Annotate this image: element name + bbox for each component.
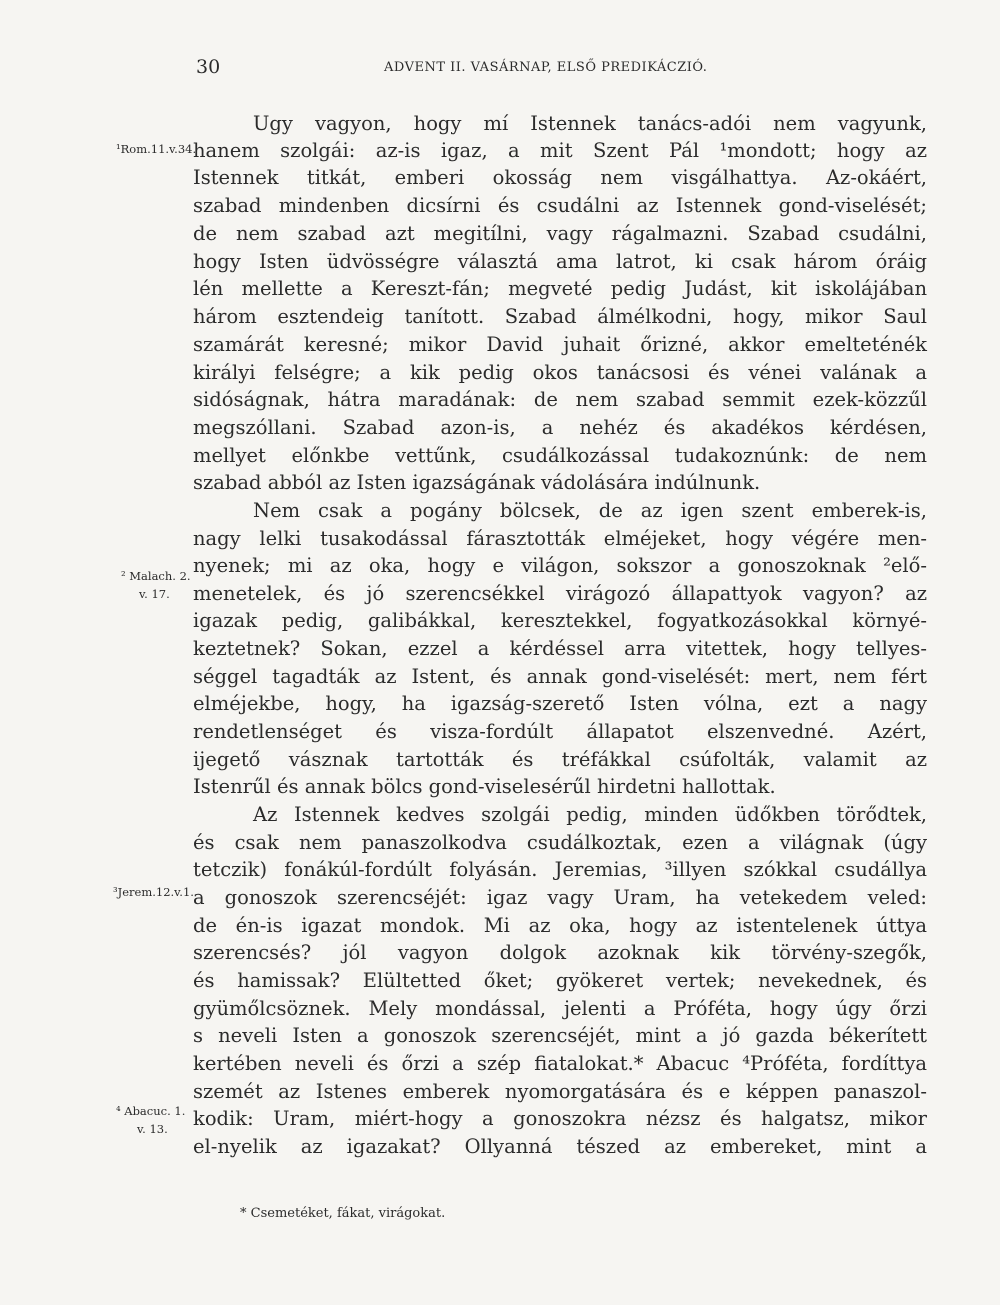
text-line: szabad mindenben dicsírni és csudálni az Istennek gond-viselését; — [193, 194, 927, 217]
text-line: szabad abból az Isten igazságának vádolására indúlnunk. — [193, 471, 761, 494]
text-line: Nem csak a pogány bölcsek, de az igen szent emberek-is, — [253, 499, 927, 522]
text-line: Istenrűl és annak bölcs gond-viselesérűl hirdetni hallottak. — [193, 775, 776, 798]
text-line: keztetnek? Sokan, ezzel a kérdéssel arra vitettek, hogy tellyes- — [193, 637, 927, 660]
text-line: kodik: Uram, miért-hogy a gonoszokra nézsz és halgatsz, mikor — [193, 1107, 927, 1130]
margin-note: ³Jerem.12.v.1. — [113, 885, 194, 899]
text-line: hogy Isten üdvösségre választá ama latrot, ki csak három óráig — [193, 250, 927, 273]
text-line: nyenek; mi az oka, hogy e világon, sokszor a gonoszoknak ²elő- — [193, 554, 927, 577]
text-line: séggel tagadták az Istent, és annak gond-viselését: mert, nem fért — [193, 665, 927, 688]
text-line: tetczik) fonákúl-fordúlt folyásán. Jeremias, ³illyen szókkal csudállya — [193, 858, 927, 881]
text-line: ijegető vásznak tartották és tréfákkal csúfolták, valamit az — [193, 748, 927, 771]
text-line: de én-is igazat mondok. Mi az oka, hogy az istentelenek úttya — [193, 914, 927, 937]
text-line: nagy lelki tusakodással fárasztották elméjeket, hogy végére men- — [193, 527, 927, 550]
text-line: el-nyelik az igazakat? Ollyanná tészed az embereket, mint a — [193, 1135, 927, 1158]
text-line: mellyet előnkbe vettűnk, csudálkozással tudakoznúnk: de nem — [193, 444, 927, 467]
text-line: hanem szolgái: az-is igaz, a mit Szent Pál ¹mondott; hogy az — [193, 139, 927, 162]
text-line: három esztendeig tanított. Szabad álmélkodni, hogy, mikor Saul — [193, 305, 927, 328]
text-line: menetelek, és jó szerencsékkel virágozó állapattyok vagyon? az — [193, 582, 927, 605]
text-line: lén mellette a Kereszt-fán; megveté pedig Judást, kit iskolájában — [193, 277, 927, 300]
margin-note: v. 13. — [137, 1122, 168, 1136]
text-line: szemét az Istenes emberek nyomorgatására és e képpen panaszol- — [193, 1080, 927, 1103]
text-line: és csak nem panaszolkodva csudálkoztak, ezen a világnak (úgy — [193, 831, 927, 854]
text-line: Az Istennek kedves szolgái pedig, minden üdőkben törődtek, — [253, 803, 927, 826]
text-line: elméjekbe, hogy, ha igazság-szerető Isten vólna, ezt a nagy — [193, 692, 927, 715]
margin-note: v. 17. — [139, 587, 170, 601]
text-line: és hamissak? Elültetted őket; gyökeret vertek; nevekednek, és — [193, 969, 927, 992]
text-line: Ugy vagyon, hogy mí Istennek tanács-adói nem vagyunk, — [253, 112, 927, 135]
text-line: kertében neveli és őrzi a szép fiatalokat.* Abacuc ⁴Próféta, fordíttya — [193, 1052, 927, 1075]
text-line: szamárát keresné; mikor David juhait őrizné, akkor emelteténék — [193, 333, 927, 356]
text-line: szerencsés? jól vagyon dolgok azoknak kik törvény-szegők, — [193, 941, 927, 964]
margin-note: ⁴ Abacuc. 1. — [116, 1104, 186, 1118]
text-line: a gonoszok szerencséjét: igaz vagy Uram, ha vetekedem veled: — [193, 886, 927, 909]
text-line: igazak pedig, galibákkal, keresztekkel, fogyatkozásokkal környé- — [193, 609, 927, 632]
text-line: de nem szabad azt megitílni, vagy rágalmazni. Szabad csudálni, — [193, 222, 927, 245]
text-line: s neveli Isten a gonoszok szerencséjét, mint a jó gazda békerített — [193, 1024, 927, 1047]
text-line: megszóllani. Szabad azon-is, a nehéz és akadékos kérdésen, — [193, 416, 927, 439]
text-line: Istennek titkát, emberi okosság nem visgálhattya. Az-okáért, — [193, 166, 927, 189]
footnote: * Csemetéket, fákat, virágokat. — [240, 1206, 446, 1221]
margin-note: ² Malach. 2. — [121, 569, 191, 583]
running-head: ADVENT II. VASÁRNAP, ELSŐ PREDIKÁCZIÓ. — [384, 60, 708, 75]
margin-note: ¹Rom.11.v.34. — [116, 142, 197, 156]
text-line: gyümőlcsöznek. Mely mondással, jelenti a Próféta, hogy úgy őrzi — [193, 997, 927, 1020]
text-line: sidóságnak, hátra maradának: de nem szabad semmit ezek-közzűl — [193, 388, 927, 411]
text-line: királyi felségre; a kik pedig okos tanácsosi és vénei valának a — [193, 361, 927, 384]
page-header — [0, 56, 1000, 86]
page-number: 30 — [196, 56, 221, 78]
text-line: rendetlenséget és visza-fordúlt állapatot elszenvedné. Azért, — [193, 720, 927, 743]
